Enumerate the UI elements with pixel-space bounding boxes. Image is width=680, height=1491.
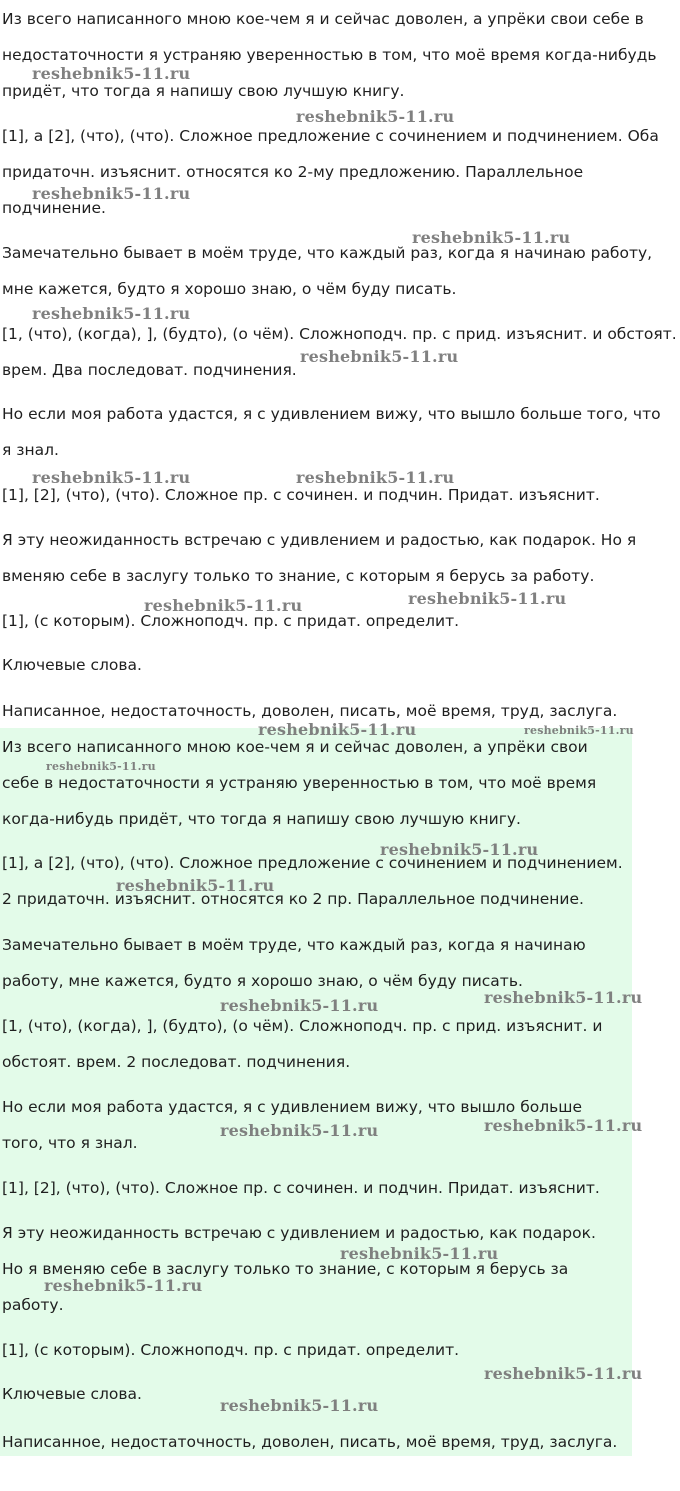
watermark: reshebnik5-11.ru [484, 988, 643, 1007]
text-line: себе в недостаточности я устраняю уверенностью в том, что моё время [2, 774, 597, 792]
watermark: reshebnik5-11.ru [46, 760, 156, 773]
text-line: Но если моя работа удастся, я с удивлением вижу, что вышло больше того, что [2, 405, 661, 423]
text-line: Я эту неожиданность встречаю с удивлением и радостью, как подарок. [2, 1224, 596, 1242]
text-line: обстоят. врем. 2 последоват. подчинения. [2, 1053, 351, 1071]
text-line: недостаточности я устраняю уверенностью в том, что моё время когда-нибудь [2, 46, 657, 64]
watermark: reshebnik5-11.ru [220, 1121, 379, 1140]
text-line: [1], (с которым). Сложноподч. пр. с придат. определит. [2, 1341, 460, 1359]
text-line: [1], [2], (что), (что). Сложное пр. с сочинен. и подчин. Придат. изъяснит. [2, 1179, 600, 1197]
watermark: reshebnik5-11.ru [44, 1276, 203, 1295]
watermark: reshebnik5-11.ru [32, 468, 191, 487]
text-line: мне кажется, будто я хорошо знаю, о чём буду писать. [2, 280, 457, 298]
text-line: Я эту неожиданность встречаю с удивлением и радостью, как подарок. Но я [2, 531, 637, 549]
watermark: reshebnik5-11.ru [412, 228, 571, 247]
text-line: подчинение. [2, 199, 106, 217]
watermark: reshebnik5-11.ru [32, 64, 191, 83]
text-line: вменяю себе в заслугу только то знание, с которым я берусь за работу. [2, 567, 595, 585]
text-line: [1, (что), (когда), ], (будто), (о чём). Сложноподч. пр. с прид. изъяснит. и обстоят. [2, 325, 677, 343]
text-line: [1, (что), (когда), ], (будто), (о чём). Сложноподч. пр. с прид. изъяснит. и [2, 1017, 603, 1035]
watermark: reshebnik5-11.ru [340, 1244, 499, 1263]
watermark: reshebnik5-11.ru [524, 724, 634, 737]
text-line: я знал. [2, 441, 59, 459]
text-line: Из всего написанного мною кое-чем я и сейчас доволен, а упрёки свои себе в [2, 10, 644, 28]
text-line: [1], а [2], (что), (что). Сложное предложение с сочинением и подчинением. [2, 854, 623, 872]
text-line: Ключевые слова. [2, 1385, 142, 1403]
text-line: Из всего написанного мною кое-чем я и сейчас доволен, а упрёки свои [2, 738, 588, 756]
watermark: reshebnik5-11.ru [32, 304, 191, 323]
text-line: Замечательно бывает в моём труде, что каждый раз, когда я начинаю [2, 936, 586, 954]
text-line: Написанное, недостаточность, доволен, писать, моё время, труд, заслуга. [2, 1433, 618, 1451]
text-line: Но если моя работа удастся, я с удивлением вижу, что вышло больше [2, 1098, 583, 1116]
text-line: Написанное, недостаточность, доволен, писать, моё время, труд, заслуга. [2, 702, 618, 720]
watermark: reshebnik5-11.ru [258, 720, 417, 739]
text-line: 2 придаточн. изъяснит. относятся ко 2 пр. Параллельное подчинение. [2, 890, 584, 908]
text-line: [1], [2], (что), (что). Сложное пр. с сочинен. и подчин. Придат. изъяснит. [2, 486, 600, 504]
watermark: reshebnik5-11.ru [144, 596, 303, 615]
text-line: Замечательно бывает в моём труде, что каждый раз, когда я начинаю работу, [2, 244, 653, 262]
watermark: reshebnik5-11.ru [408, 589, 567, 608]
watermark: reshebnik5-11.ru [220, 1396, 379, 1415]
text-line: [1], (с которым). Сложноподч. пр. с придат. определит. [2, 612, 460, 630]
text-line: того, что я знал. [2, 1134, 138, 1152]
watermark: reshebnik5-11.ru [380, 840, 539, 859]
text-line: работу, мне кажется, будто я хорошо знаю, о чём буду писать. [2, 972, 523, 990]
watermark: reshebnik5-11.ru [296, 468, 455, 487]
watermark: reshebnik5-11.ru [300, 347, 459, 366]
text-line: придёт, что тогда я напишу свою лучшую книгу. [2, 82, 405, 100]
text-line: врем. Два последоват. подчинения. [2, 361, 297, 379]
text-line: придаточн. изъяснит. относятся ко 2-му предложению. Параллельное [2, 163, 584, 181]
watermark: reshebnik5-11.ru [116, 876, 275, 895]
text-line: когда-нибудь придёт, что тогда я напишу свою лучшую книгу. [2, 810, 521, 828]
text-line: [1], а [2], (что), (что). Сложное предложение с сочинением и подчинением. Оба [2, 127, 659, 145]
watermark: reshebnik5-11.ru [220, 996, 379, 1015]
text-line: работу. [2, 1296, 64, 1314]
watermark: reshebnik5-11.ru [32, 184, 191, 203]
watermark: reshebnik5-11.ru [484, 1364, 643, 1383]
text-line: Ключевые слова. [2, 656, 142, 674]
watermark: reshebnik5-11.ru [484, 1116, 643, 1135]
watermark: reshebnik5-11.ru [296, 107, 455, 126]
text-line: Но я вменяю себе в заслугу только то знание, с которым я берусь за [2, 1260, 569, 1278]
